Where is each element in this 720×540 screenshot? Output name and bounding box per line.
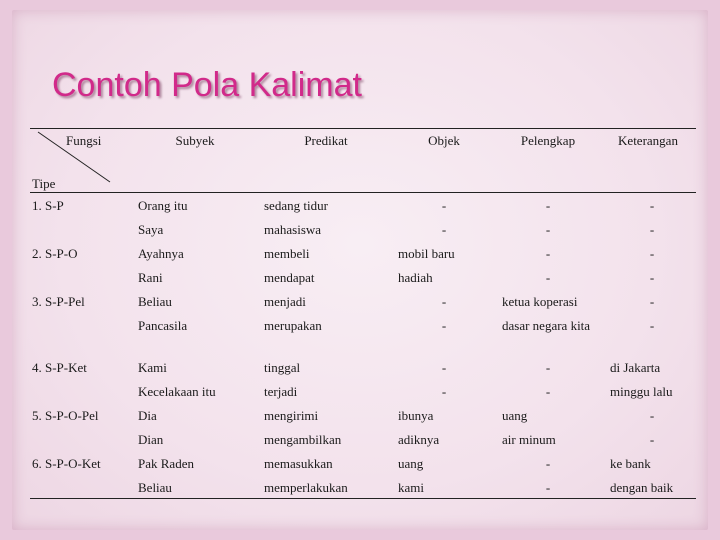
cell-objek: - — [441, 294, 447, 309]
cell-keterangan: di Jakarta — [610, 360, 661, 375]
cell-keterangan: - — [649, 408, 655, 423]
cell-keterangan: - — [649, 246, 655, 261]
cell-subyek: Pancasila — [138, 318, 188, 333]
cell-pelengkap: - — [545, 270, 551, 285]
cell-tipe: 1. S-P — [32, 198, 64, 213]
cell-objek: - — [441, 384, 447, 399]
cell-predikat: mendapat — [264, 270, 315, 285]
cell-predikat: terjadi — [264, 384, 298, 399]
cell-tipe: 5. S-P-O-Pel — [32, 408, 99, 423]
table-bottom-border — [30, 498, 696, 499]
cell-keterangan: - — [649, 198, 655, 213]
page-title: Contoh Pola Kalimat — [52, 66, 362, 104]
cell-subyek: Rani — [138, 270, 163, 285]
cell-subyek: Dia — [138, 408, 157, 423]
cell-subyek: Kami — [138, 360, 167, 375]
cell-subyek: Beliau — [138, 294, 172, 309]
cell-subyek: Beliau — [138, 480, 172, 495]
cell-pelengkap: - — [545, 384, 551, 399]
cell-objek: hadiah — [398, 270, 433, 285]
cell-objek: kami — [398, 480, 424, 495]
cell-predikat: memperlakukan — [264, 480, 348, 495]
cell-pelengkap: - — [545, 480, 551, 495]
cell-subyek: Kecelakaan itu — [138, 384, 216, 399]
cell-keterangan: - — [649, 318, 655, 333]
column-header-pelengkap: Pelengkap — [520, 133, 576, 148]
cell-tipe: 6. S-P-O-Ket — [32, 456, 101, 471]
cell-pelengkap: - — [545, 456, 551, 471]
column-header-keterangan: Keterangan — [618, 133, 678, 148]
cell-objek: - — [441, 198, 447, 213]
cell-pelengkap: - — [545, 222, 551, 237]
cell-objek: ibunya — [398, 408, 434, 423]
cell-pelengkap: - — [545, 198, 551, 213]
header-corner-bottom: Tipe — [32, 176, 56, 191]
cell-keterangan: - — [649, 432, 655, 447]
cell-predikat: membeli — [264, 246, 310, 261]
cell-keterangan: - — [649, 270, 655, 285]
table-header-divider — [30, 192, 696, 193]
cell-pelengkap: uang — [502, 408, 528, 423]
cell-keterangan: minggu lalu — [610, 384, 673, 399]
column-header-subyek: Subyek — [175, 133, 215, 148]
cell-predikat: mengambilkan — [264, 432, 342, 447]
header-corner-top: Fungsi — [66, 133, 102, 148]
cell-tipe: 4. S-P-Ket — [32, 360, 87, 375]
cell-predikat: sedang tidur — [264, 198, 328, 213]
cell-subyek: Ayahnya — [138, 246, 184, 261]
column-header-predikat: Predikat — [304, 133, 348, 148]
cell-pelengkap: - — [545, 246, 551, 261]
cell-objek: adiknya — [398, 432, 440, 447]
cell-predikat: merupakan — [264, 318, 322, 333]
cell-tipe: 3. S-P-Pel — [32, 294, 85, 309]
cell-objek: - — [441, 222, 447, 237]
cell-pelengkap: air minum — [502, 432, 556, 447]
cell-predikat: mahasiswa — [264, 222, 322, 237]
cell-predikat: mengirimi — [264, 408, 319, 423]
cell-predikat: menjadi — [264, 294, 306, 309]
cell-predikat: memasukkan — [264, 456, 333, 471]
cell-objek: - — [441, 318, 447, 333]
cell-subyek: Orang itu — [138, 198, 188, 213]
cell-keterangan: dengan baik — [610, 480, 674, 495]
cell-keterangan: - — [649, 294, 655, 309]
cell-objek: - — [441, 360, 447, 375]
cell-subyek: Dian — [138, 432, 164, 447]
cell-objek: uang — [398, 456, 424, 471]
cell-pelengkap: - — [545, 360, 551, 375]
cell-keterangan: ke bank — [610, 456, 651, 471]
table-top-border — [30, 128, 696, 129]
cell-objek: mobil baru — [398, 246, 455, 261]
column-header-objek: Objek — [428, 133, 460, 148]
cell-subyek: Saya — [138, 222, 164, 237]
cell-pelengkap: ketua koperasi — [502, 294, 578, 309]
cell-predikat: tinggal — [264, 360, 301, 375]
cell-subyek: Pak Raden — [138, 456, 194, 471]
cell-keterangan: - — [649, 222, 655, 237]
cell-tipe: 2. S-P-O — [32, 246, 78, 261]
cell-pelengkap: dasar negara kita — [502, 318, 591, 333]
